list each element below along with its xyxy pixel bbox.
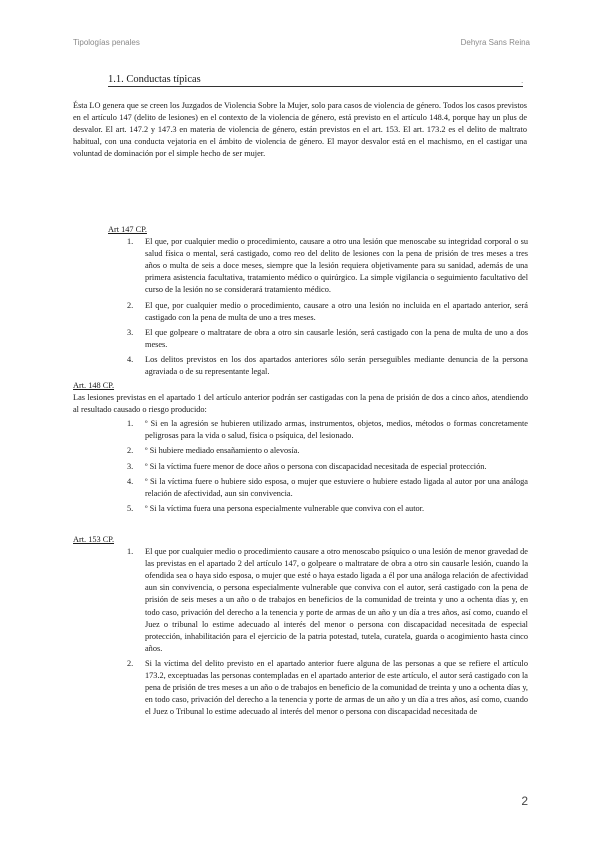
item-text: El que, por cualquier medio o procedimiento, causare a otro una lesión no incluida en el apartado anterior, será castigado con la pena de multa de uno a tres meses. xyxy=(145,300,528,322)
art148-intro: Las lesiones previstas en el apartado 1 del artículo anterior podrán ser castigadas con la pena de prisión de dos a cinco años, atendiendo al resultado causado o riesgo producido: xyxy=(73,393,528,415)
section-heading xyxy=(108,74,523,87)
list-item xyxy=(108,300,528,324)
list-item xyxy=(108,327,528,351)
item-number: 2. xyxy=(127,300,134,310)
running-header-right: Dehyra Sans Reina xyxy=(460,38,530,47)
item-number: 1. xyxy=(127,419,134,429)
art147-block xyxy=(108,224,528,381)
art148-title: Art. 148 CP. xyxy=(73,381,115,390)
item-text: º Si la víctima fuere o hubiere sido esposa, o mujer que estuviere o hubiere estado ligada al autor por una análoga relación de afectividad, aun sin convivencia. xyxy=(145,476,528,498)
art147-list xyxy=(108,236,528,378)
list-item xyxy=(108,418,528,442)
item-number: 1. xyxy=(127,237,134,247)
item-text: El que golpeare o maltratare de obra a otro sin causarle lesión, será castigado con la pena de multa de uno a dos meses. xyxy=(145,327,528,349)
item-number: 4. xyxy=(127,476,134,486)
art148-block xyxy=(73,380,528,518)
list-item xyxy=(108,354,528,378)
section-title: 1.1. Conductas típicas xyxy=(108,74,201,85)
item-number: 3. xyxy=(127,327,134,337)
item-number: 1. xyxy=(127,547,134,557)
item-number: 2. xyxy=(127,446,134,456)
list-item xyxy=(108,445,528,457)
item-text: º Si la víctima fuera una persona especialmente vulnerable que conviva con el autor. xyxy=(145,503,425,513)
art153-block xyxy=(73,534,528,721)
art147-title: Art 147 CP. xyxy=(108,225,147,234)
art153-title: Art. 153 CP. xyxy=(73,535,115,544)
list-item xyxy=(108,461,528,473)
art148-list xyxy=(108,418,528,515)
section-dot: . xyxy=(521,77,523,85)
page-number: 2 xyxy=(521,794,528,808)
list-item xyxy=(108,476,528,500)
item-text: Los delitos previstos en los dos apartados anteriores sólo serán perseguibles mediante denuncia de la persona agraviada o de su representante legal. xyxy=(145,354,528,377)
list-item xyxy=(108,658,528,718)
item-number: 5. xyxy=(127,503,134,513)
item-number: 2. xyxy=(127,658,134,668)
running-header-left: Tipologías penales xyxy=(73,38,140,47)
list-item xyxy=(108,503,528,515)
art153-list xyxy=(108,546,528,718)
item-text: Si la víctima del delito previsto en el apartado anterior fuere alguna de las personas a que se refiere el artículo 173.2, exceptuadas las personas contempladas en el apartado anterior de este artículo, el autor será castigado con la pena de prisión de tres meses a un año o de trabajos en beneficio de la comunidad de treinta y uno a ochenta días y, en todo caso, privación del derecho a la tenencia y porte de armas de un año y un día a tres años, así como, cuando el Juez o Tribunal lo estime adecuado al interés del menor o persona con discapacidad necesitada de xyxy=(145,658,528,717)
item-text: º Si la víctima fuere menor de doce años o persona con discapacidad necesitada de especial protección. xyxy=(145,461,487,471)
item-text: El que por cualquier medio o procedimiento causare a otro menoscabo psíquico o una lesión de menor gravedad de las previstas en el apartado 2 del artículo 147, o golpeare o maltratare de obra a otro sin causarle lesión, cuando la ofendida sea o haya sido esposa, o mujer que esté o haya estado ligada a él por una análoga relación de afectividad aun sin convivencia, o persona especialmente vulnerable que conviva con el autor, será castigado con la pena de prisión de seis meses a un año o de trabajos en beneficios de la comunidad de treinta y uno a ochenta días y, en todo caso, privación del derecho a la tenencia y porte de armas de un año y un día a tres años, así como, cuando el Juez o tribunal lo estime adecuado al interés del menor o persona con discapacidad necesitada de especial protección, inhabilitación para el ejercicio de la patria potestad, tutela, curatela, guarda o acogimiento hasta cinco años. xyxy=(145,547,528,653)
item-text: El que, por cualquier medio o procedimiento, causare a otro una lesión que menoscabe su integridad corporal o su salud física o mental, será castigado, como reo del delito de lesiones con la pena de prisión de tres meses a tres años o multa de seis a doce meses, siempre que la lesión requiera objetivamente para su sanidad, además de una primera asistencia facultativa, tratamiento médico o quirúrgico. La simple vigilancia o seguimiento facultativo del curso de la lesión no se considerará tratamiento médico. xyxy=(145,237,528,295)
list-item xyxy=(108,546,528,655)
intro-paragraph: Ésta LO genera que se creen los Juzgados de Violencia Sobre la Mujer, solo para casos de violencia de género. Todos los casos previstos en el artículo 147 (delito de lesiones) en el contexto de la violencia de género, está previsto en el artículo 148.4, porque hay un plus de desvalor. El art. 147.2 y 147.3 en materia de violencia de género, están previstos en el art. 153. El art. 173.2 es el delito de maltrato habitual, con una conducta vejatoria en el ámbito de violencia de género. El mayor desvalor está en el machismo, en el castigar una voluntad de dominación por el simple hecho de ser mujer. xyxy=(73,101,527,159)
item-text: º Si en la agresión se hubieren utilizado armas, instrumentos, objetos, medios, métodos o formas concretamente peligrosas para la vida o salud, física o psíquica, del lesionado. xyxy=(145,419,528,441)
item-number: 4. xyxy=(127,354,134,364)
item-number: 3. xyxy=(127,461,134,471)
item-text: º Si hubiere mediado ensañamiento o alevosía. xyxy=(145,446,300,456)
list-item xyxy=(108,236,528,296)
